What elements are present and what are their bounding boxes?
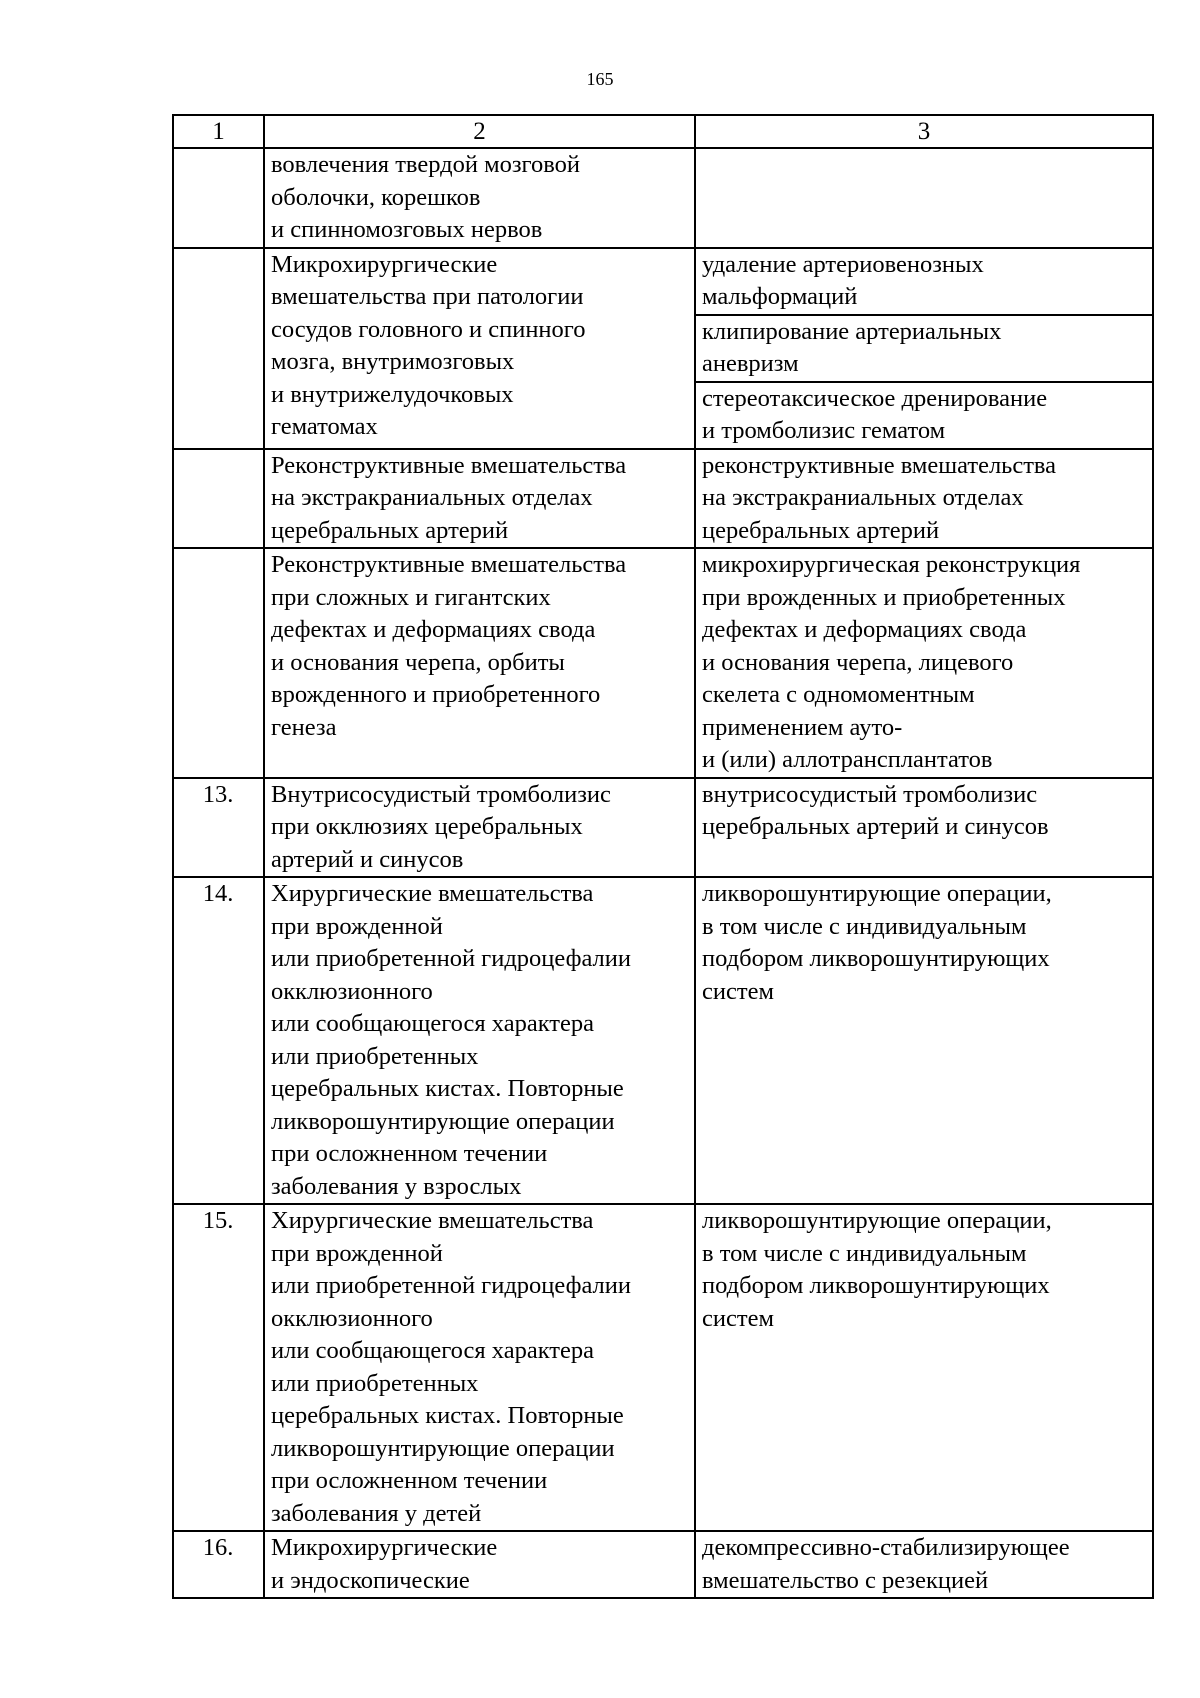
row-method: ликворошунтирующие операции, в том числе с индивидуальным подбором ликворошунтирующих систем [695,877,1153,1204]
row-method: декомпрессивно-стабилизирующее вмешательство с резекцией [695,1531,1153,1598]
row-number: 13. [173,778,264,878]
table-row [173,877,1153,1204]
row-number: 14. [173,877,264,1204]
row-method: ликворошунтирующие операции, в том числе с индивидуальным подбором ликворошунтирующих систем [695,1204,1153,1531]
row-number: 15. [173,1204,264,1531]
row-description: Микрохирургические и эндоскопические [264,1531,695,1598]
table-row [173,1204,1153,1531]
row-method: клипирование артериальных аневризм [695,315,1153,382]
header-col-2: 2 [264,115,695,148]
row-method [695,148,1153,248]
table-row [173,1531,1153,1598]
procedures-table [172,114,1154,1599]
row-description: Микрохирургические вмешательства при патологии сосудов головного и спинного мозга, внутримозговых и внутрижелудочковых гематомах [264,248,695,449]
row-description: Хирургические вмешательства при врожденной или приобретенной гидроцефалии окклюзионного или сообщающегося характера или приобретенных церебральных кистах. Повторные ликворошунтирующие операции при осложненном течении заболевания у детей [264,1204,695,1531]
row-method: микрохирургическая реконструкция при врожденных и приобретенных дефектах и деформациях свода и основания черепа, лицевого скелета с одномоментным применением ауто- и (или) аллотрансплантатов [695,548,1153,778]
row-number [173,248,264,449]
row-method: внутрисосудистый тромболизис церебральных артерий и синусов [695,778,1153,878]
row-description: вовлечения твердой мозговой оболочки, корешков и спинномозговых нервов [264,148,695,248]
table-row [173,778,1153,878]
header-col-3: 3 [695,115,1153,148]
table-row [173,449,1153,549]
row-description: Реконструктивные вмешательства при сложных и гигантских дефектах и деформациях свода и основания черепа, орбиты врожденного и приобретенного генеза [264,548,695,778]
row-number [173,449,264,549]
row-method: удаление артериовенозных мальформаций [695,248,1153,315]
page-number: 165 [586,69,614,89]
row-method: стереотаксическое дренирование и тромболизис гематом [695,382,1153,449]
row-description: Хирургические вмешательства при врожденной или приобретенной гидроцефалии окклюзионного или сообщающегося характера или приобретенных церебральных кистах. Повторные ликворошунтирующие операции при осложненном течении заболевания у взрослых [264,877,695,1204]
table-header-row [173,115,1153,148]
row-description: Внутрисосудистый тромболизис при окклюзиях церебральных артерий и синусов [264,778,695,878]
row-number: 16. [173,1531,264,1598]
row-method: реконструктивные вмешательства на экстракраниальных отделах церебральных артерий [695,449,1153,549]
row-number [173,548,264,778]
header-col-1: 1 [173,115,264,148]
table-row [173,248,1153,315]
row-number [173,148,264,248]
row-description: Реконструктивные вмешательства на экстракраниальных отделах церебральных артерий [264,449,695,549]
table-row [173,148,1153,248]
table-row [173,548,1153,778]
